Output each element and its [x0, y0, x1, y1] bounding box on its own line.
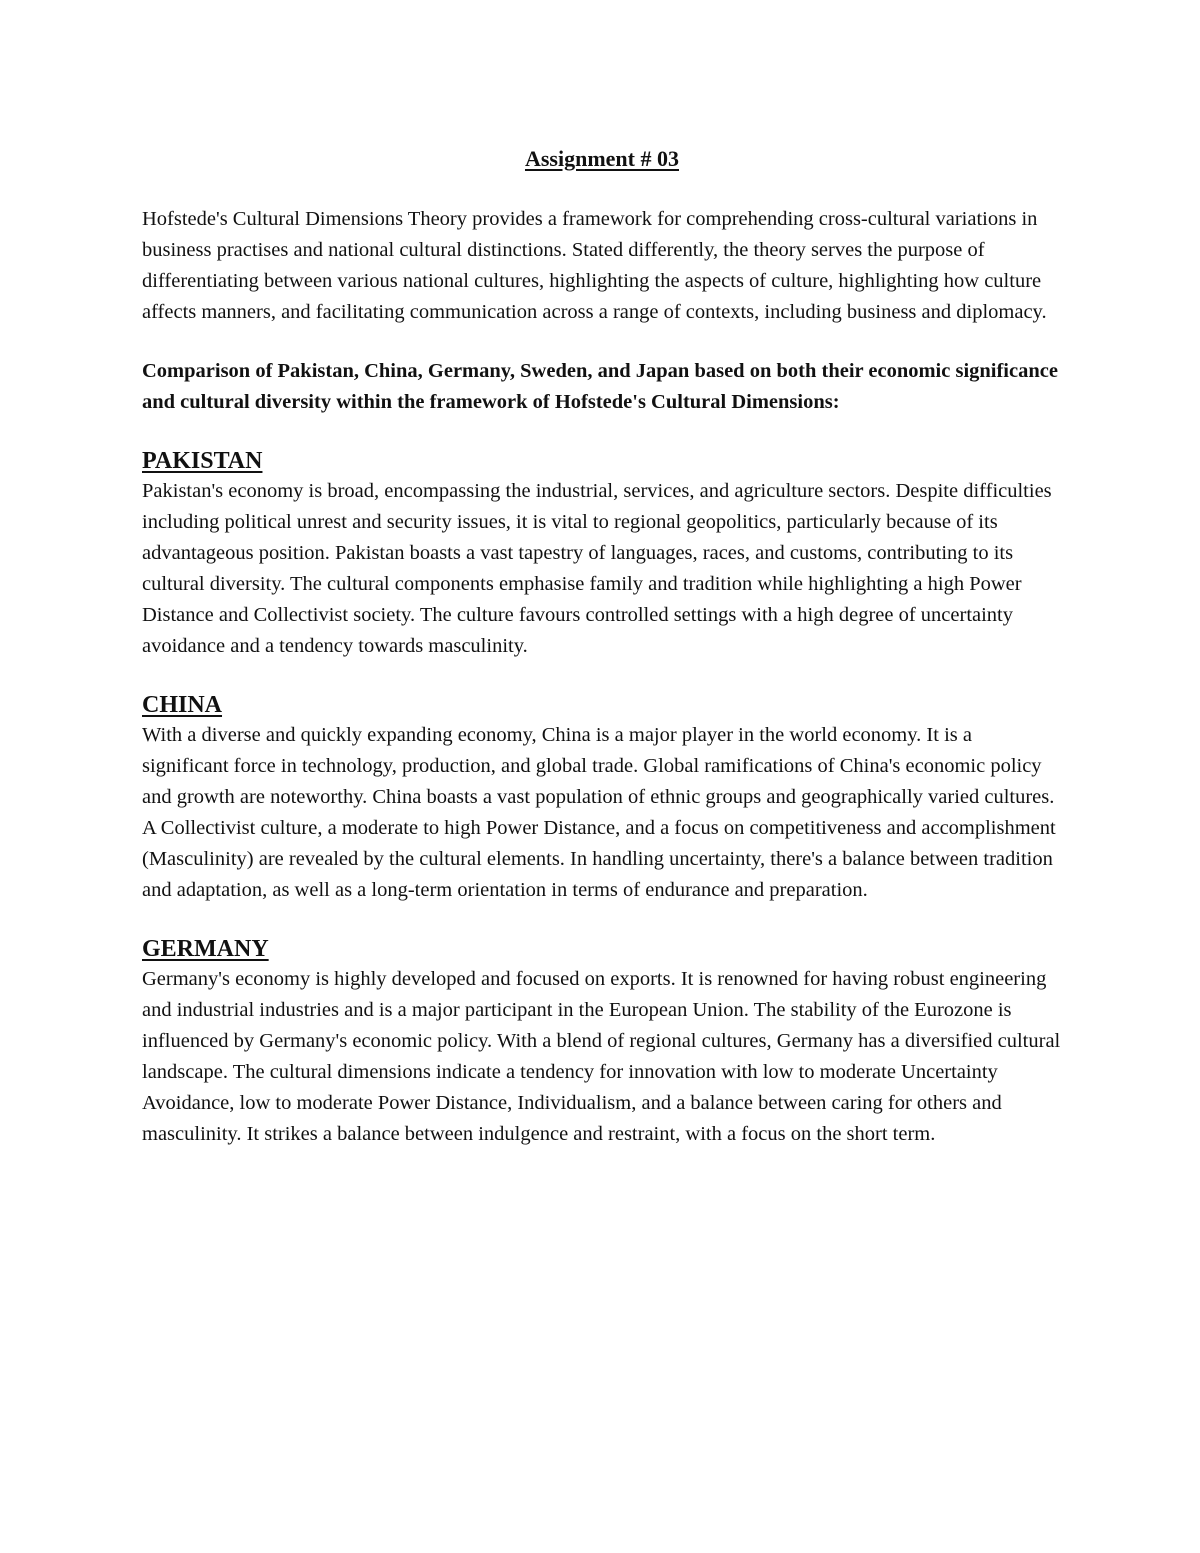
document-page — [142, 140, 1062, 1178]
comparison-heading: Comparison of Pakistan, China, Germany, Sweden, and Japan based on both their economic significance and cultural diversity within the framework of Hofstede's Cultural Dimensions: — [142, 360, 1058, 413]
document-title: Assignment # 03 — [524, 146, 679, 171]
section-pakistan — [142, 446, 1062, 662]
section-heading-china: CHINA — [142, 692, 223, 718]
section-heading-germany: GERMANY — [142, 936, 269, 962]
section-heading-pakistan: PAKISTAN — [142, 448, 263, 474]
section-body-china: With a diverse and quickly expanding economy, China is a major player in the world economy. It is a significant force in technology, production, and global trade. Global ramifications of China's economic policy and growth are noteworthy. China boasts a vast population of ethnic groups and geographically varied cultures. A Collectivist culture, a moderate to high Power Distance, and a focus on competitiveness and accomplishment (Masculinity) are revealed by the cultural elements. In handling uncertainty, there's a balance between tradition and adaptation, as well as a long-term orientation in terms of endurance and preparation. — [142, 724, 1056, 901]
section-body-pakistan: Pakistan's economy is broad, encompassing the industrial, services, and agriculture sectors. Despite difficulties including political unrest and security issues, it is vital to regional geopolitics, particularly because of its advantageous position. Pakistan boasts a vast tapestry of languages, races, and customs, contributing to its cultural diversity. The cultural components emphasise family and tradition while highlighting a high Power Distance and Collectivist society. The culture favours controlled settings with a high degree of uncertainty avoidance and a tendency towards masculinity. — [142, 480, 1052, 657]
intro-paragraph: Hofstede's Cultural Dimensions Theory provides a framework for comprehending cross-cultural variations in business practises and national cultural distinctions. Stated differently, the theory serves the purpose of differentiating between various national cultures, highlighting the aspects of culture, highlighting how culture affects manners, and facilitating communication across a range of contexts, including business and diplomacy. — [142, 208, 1047, 323]
section-china — [142, 690, 1062, 906]
section-body-germany: Germany's economy is highly developed and focused on exports. It is renowned for having robust engineering and industrial industries and is a major participant in the European Union. The stability of the Eurozone is influenced by Germany's economic policy. With a blend of regional cultures, Germany has a diversified cultural landscape. The cultural dimensions indicate a tendency for innovation with low to moderate Uncertainty Avoidance, low to moderate Power Distance, Individualism, and a balance between caring for others and masculinity. It strikes a balance between indulgence and restraint, with a focus on the short term. — [142, 968, 1061, 1145]
section-germany — [142, 934, 1062, 1150]
